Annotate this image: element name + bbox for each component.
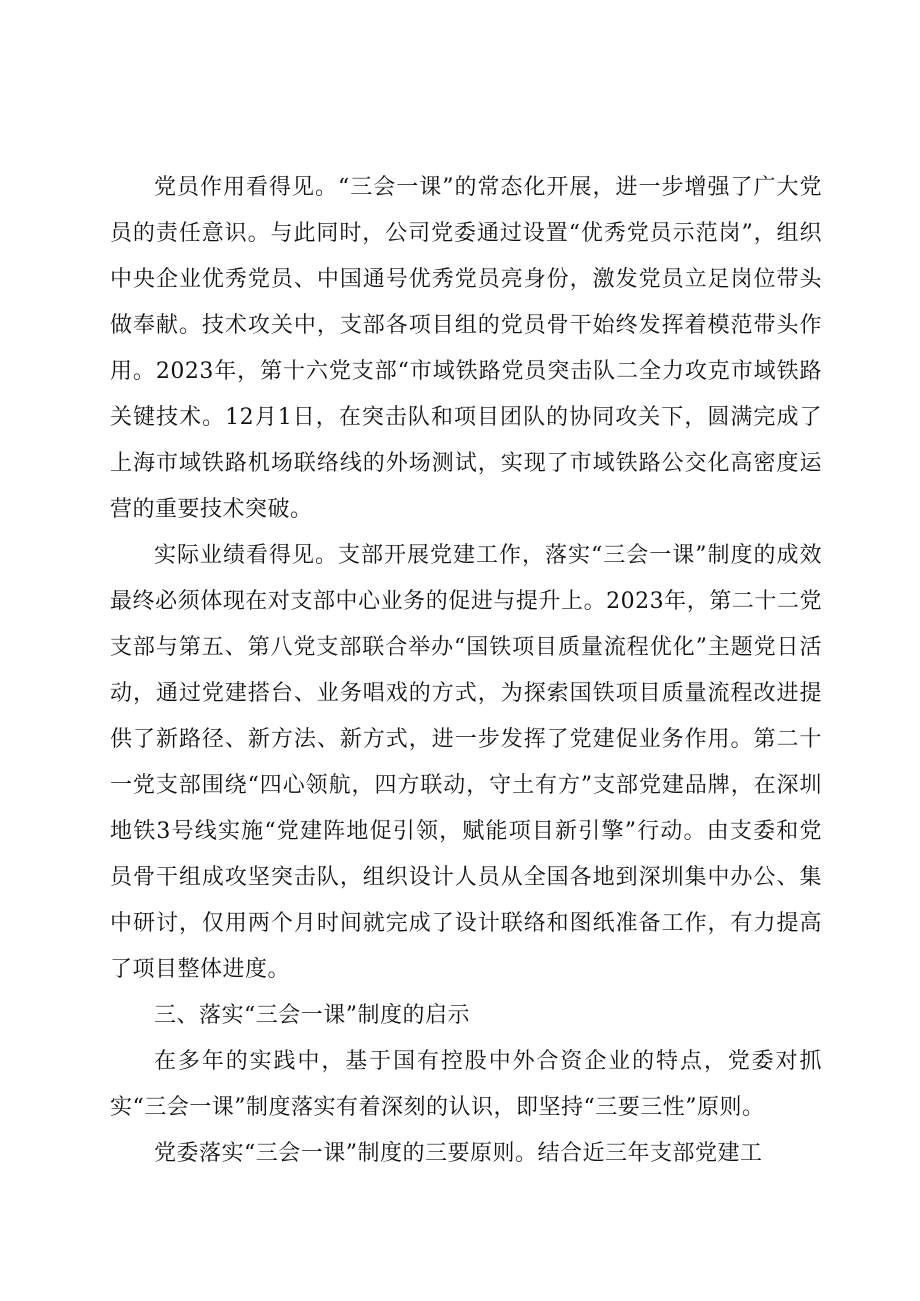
paragraph-three-principles: 党委落实“三会一课”制度的三要原则。结合近三年支部党建工	[154, 1141, 763, 1166]
document-page	[110, 165, 822, 1177]
paragraph-actual-performance: 实际业绩看得见。支部开展党建工作，落实“三会一课”制度的成效最终必须体现在对支部中心业务的促进与提升上。2023年，第二十二党支部与第五、第八党支部联合举办“国铁项目质量流程优化”主题党日活动，通过党建搭台、业务唱戏的方式，为探索国铁项目质量流程改进提供了新路径、新方法、新方式，进一步发挥了党建促业务作用。第二十一党支部围绕“四心领航，四方联动，守土有方”支部党建品牌，在深圳地铁3号线实施“党建阵地促引领，赋能项目新引擎”行动。由支委和党员骨干组成攻坚突击队，组织设计人员从全国各地到深圳集中办公、集中研讨，仅用两个月时间就完成了设计联络和图纸准备工作，有力提高了项目整体进度。	[110, 543, 822, 982]
paragraph-practice: 在多年的实践中，基于国有控股中外合资企业的特点，党委对抓实“三会一课”制度落实有着深刻的认识，即坚持“三要三性”原则。	[110, 1049, 822, 1120]
section-heading: 三、落实“三会一课”制度的启示	[154, 1003, 470, 1028]
paragraph-party-member-role: 党员作用看得见。“三会一课”的常态化开展，进一步增强了广大党员的责任意识。与此同时，公司党委通过设置“优秀党员示范岗”，组织中央企业优秀党员、中国通号优秀党员亮身份，激发党员立足岗位带头做奉献。技术攻关中，支部各项目组的党员骨干始终发挥着模范带头作用。2023年，第十六党支部“市域铁路党员突击队二全力攻克市域铁路关键技术。12月1日，在突击队和项目团队的协同攻关下，圆满完成了上海市域铁路机场联络线的外场测试，实现了市域铁路公交化高密度运营的重要技术突破。	[110, 175, 822, 522]
